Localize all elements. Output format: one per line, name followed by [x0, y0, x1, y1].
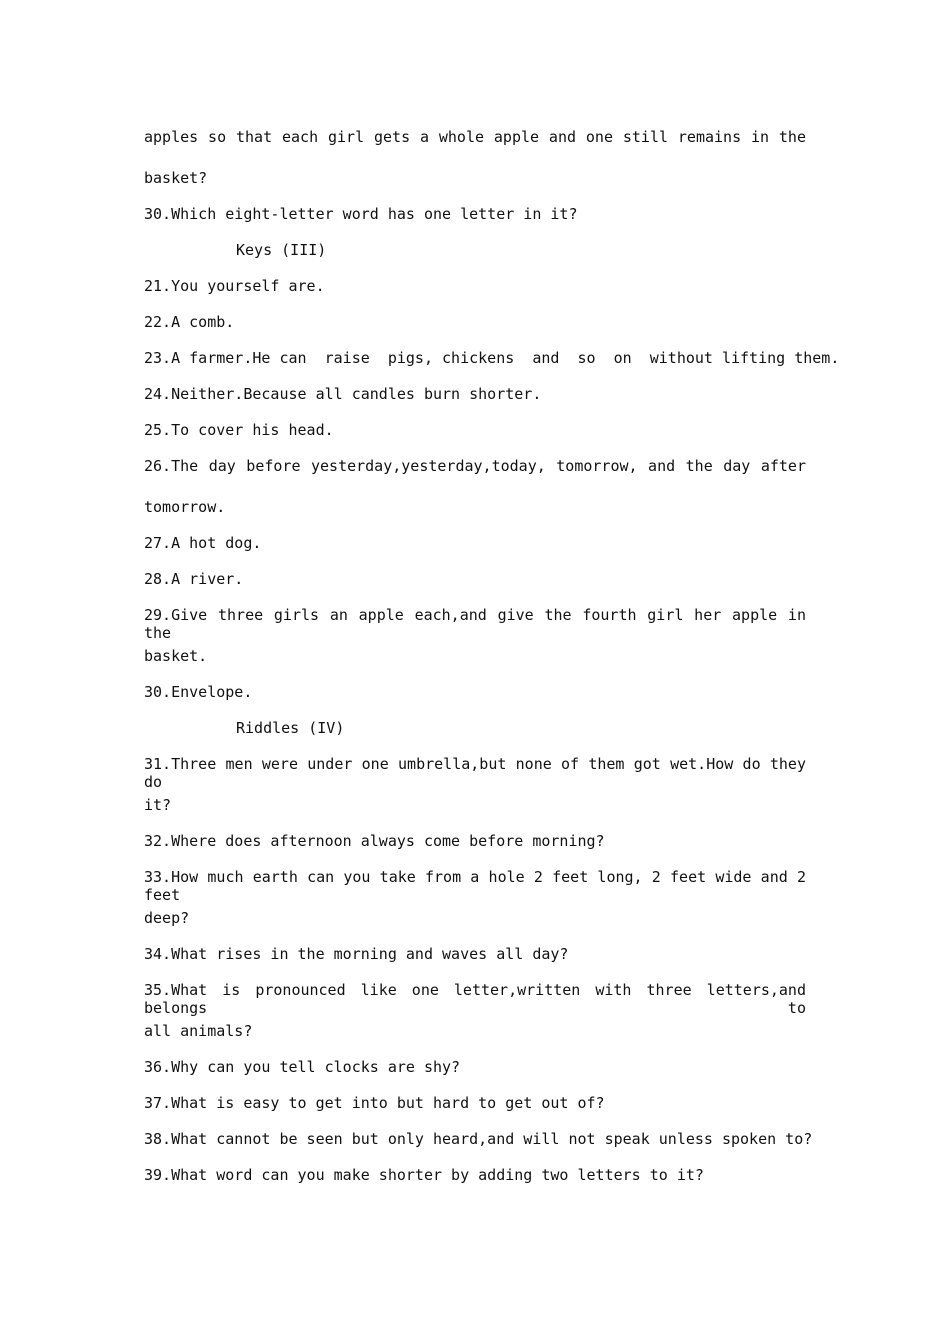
- riddle-37: 37.What is easy to get into but hard to get out of?: [144, 1094, 605, 1112]
- riddle-33-continued: deep?: [144, 909, 190, 927]
- riddle-34: 34.What rises in the morning and waves all day?: [144, 945, 569, 963]
- text-line: apples so that each girl gets a whole apple and one still remains in the: [144, 128, 806, 146]
- key-30: 30.Envelope.: [144, 683, 253, 701]
- riddle-36: 36.Why can you tell clocks are shy?: [144, 1058, 461, 1076]
- key-29-continued: basket.: [144, 647, 208, 665]
- section-heading-keys-iii: Keys (III): [236, 241, 327, 259]
- riddle-35: 35.What is pronounced like one letter,written with three letters,and belongs to: [144, 981, 806, 1017]
- key-26-continued: tomorrow.: [144, 498, 226, 516]
- section-heading-riddles-iv: Riddles (IV): [236, 719, 345, 737]
- key-29: 29.Give three girls an apple each,and give the fourth girl her apple in the: [144, 606, 806, 642]
- riddle-35-continued: all animals?: [144, 1022, 253, 1040]
- key-28: 28.A river.: [144, 570, 244, 588]
- riddle-33: 33.How much earth can you take from a hole 2 feet long, 2 feet wide and 2 feet: [144, 868, 806, 904]
- key-25: 25.To cover his head.: [144, 421, 334, 439]
- riddle-38: 38.What cannot be seen but only heard,and will not speak unless spoken to?: [144, 1130, 813, 1148]
- text-line: basket?: [144, 169, 208, 187]
- riddle-30: 30.Which eight-letter word has one letter in it?: [144, 205, 578, 223]
- key-22: 22.A comb.: [144, 313, 235, 331]
- key-27: 27.A hot dog.: [144, 534, 262, 552]
- riddle-39: 39.What word can you make shorter by adding two letters to it?: [144, 1166, 704, 1184]
- key-26: 26.The day before yesterday,yesterday,today, tomorrow, and the day after: [144, 457, 806, 475]
- riddle-31-continued: it?: [144, 796, 172, 814]
- key-24: 24.Neither.Because all candles burn shorter.: [144, 385, 542, 403]
- riddle-32: 32.Where does afternoon always come before morning?: [144, 832, 605, 850]
- key-21: 21.You yourself are.: [144, 277, 325, 295]
- key-23: 23.A farmer.He can raise pigs, chickens and so on without lifting them.: [144, 349, 840, 367]
- riddle-31: 31.Three men were under one umbrella,but none of them got wet.How do they do: [144, 755, 806, 791]
